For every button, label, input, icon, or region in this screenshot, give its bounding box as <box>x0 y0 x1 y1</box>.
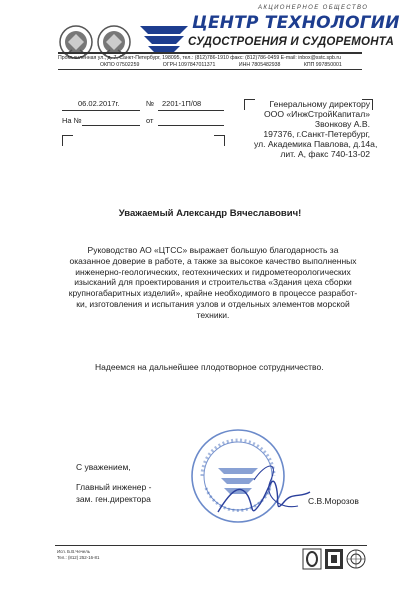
regards: С уважением, <box>76 462 131 472</box>
signer-position <box>76 481 151 505</box>
position-line: Главный инженер - <box>76 482 152 492</box>
body-line: техники. <box>196 309 230 320</box>
letter-body <box>57 245 369 321</box>
body-line: крупногабаритных изделий», крайне необходимого в процессе разработ- <box>68 288 358 299</box>
inn-code: ИНН 7805482938 <box>238 62 281 68</box>
addressee-line: ул. Академика Павлова, д.14а, <box>254 139 378 149</box>
handwritten-signature-icon <box>210 452 320 526</box>
addressee-line: лит. А, факс 740-13-02 <box>280 149 370 159</box>
registration-codes <box>100 62 364 68</box>
addressee-line: ООО «ИнжСтройКапитал» <box>263 109 370 119</box>
kpp-code: КПП 997850001 <box>303 62 342 68</box>
org-type: АКЦИОНЕРНОЕ ОБЩЕСТВО <box>258 5 369 11</box>
reply-underline <box>82 125 140 126</box>
body-line: инженерно-геологических, геотехнических и гидрометеорологических <box>75 266 351 277</box>
certification-mark-icon <box>346 548 366 570</box>
number-label: № <box>146 99 155 108</box>
certification-mark-icon <box>324 548 344 570</box>
position-line: зам. ген.директора <box>76 494 151 504</box>
reply-label: На № <box>62 116 82 125</box>
body-line: Руководство АО «ЦТСС» выражает большую благодарность за <box>87 245 339 255</box>
field-corner-mark <box>62 135 73 146</box>
date-underline <box>62 110 140 111</box>
body-line: ки, изготовления и испытания узлов и отдельных элементов морской <box>76 298 350 309</box>
header-divider <box>58 52 362 54</box>
org-name: ЦЕНТР ТЕХНОЛОГИИ <box>192 13 400 33</box>
footer-divider <box>55 545 367 546</box>
field-corner-mark <box>214 135 225 146</box>
signer-name: С.В.Морозов <box>308 496 359 506</box>
addressee-line: 197376, г.Санкт-Петербург, <box>263 129 370 139</box>
executor-note <box>57 549 99 561</box>
addressee-line: Генеральному директору <box>269 99 370 109</box>
executor-phone: Тел.: (812) 252-16-81 <box>57 555 100 560</box>
greeting: Уважаемый Александр Вячеславович! <box>118 208 302 219</box>
body-line: оказанное доверие в работе, а также за высокое качество выполненных <box>69 255 357 266</box>
closing-line: Надеемся на дальнейшее плодотворное сотрудничество. <box>95 362 324 372</box>
registration-divider <box>58 69 362 70</box>
okpo-code: ОКПО 07502259 <box>100 62 140 68</box>
from-underline <box>158 125 224 126</box>
company-address: Промышленная ул., д. 7, Санкт-Петербург, 198095, тел.: (812)786-1910 факс: (812)786-0459 E-mail: inbox@sstc.spb.ru <box>58 55 341 61</box>
certification-mark-icon <box>302 548 322 570</box>
letter-date: 06.02.2017г. <box>78 99 120 108</box>
letter-number: 2201-1П/08 <box>162 99 202 108</box>
body-line: изысканий для проектирования и строительства «Здания цеха сборки <box>74 277 352 288</box>
ogrn-code: ОГРН 1097847011371 <box>162 62 216 68</box>
org-subtitle: СУДОСТРОЕНИЯ И СУДОРЕМОНТА <box>188 36 394 48</box>
addressee-line: Звонкову А.В. <box>314 119 370 129</box>
number-underline <box>158 110 224 111</box>
executor-name: Исп. Б.В.Чечель <box>57 549 91 554</box>
addressee-block <box>254 99 378 159</box>
from-label: от <box>146 116 154 125</box>
